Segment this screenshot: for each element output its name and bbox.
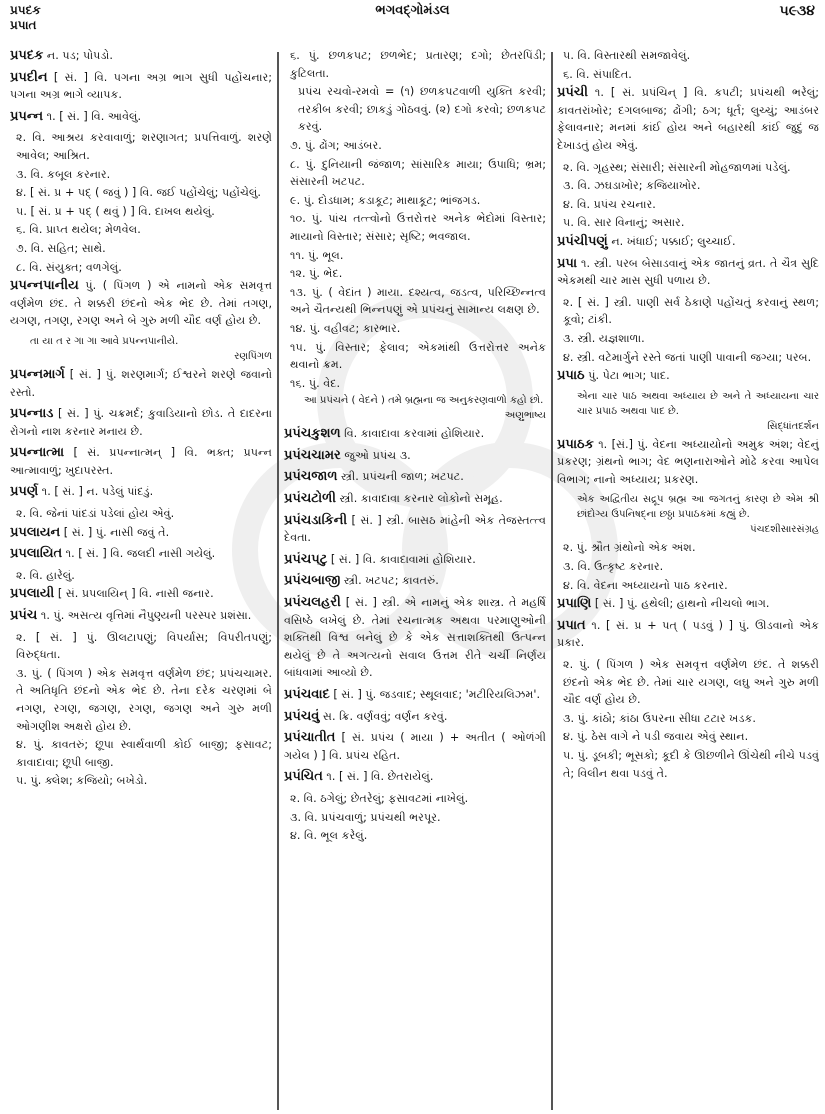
dictionary-entry [557, 255, 819, 290]
entry-sense: ૯. પું. દોડધામ; કડાકૂટ; માથાકૂટ; ભાંજગડ. [290, 193, 481, 207]
entry-sense: ૪. પું. ઠેસ વાગે ને પડી જવાય એવું સ્થાન. [563, 730, 749, 744]
entry-sense: ૪. વિ. પ્રપંચ રચનાર. [563, 197, 656, 211]
entry-sense: ૪. સ્ત્રી. વટેમાર્ગુને રસ્તે જતાં પાણી પાવાની જગ્યા; પરબ. [563, 350, 812, 364]
entry-definition: [ સં. પ્રપલાયિન્ ] વિ. નાસી જનાર. [54, 587, 214, 601]
entry-sense: ૩. પું. કાંઠો; કાંઠા ઉપરના સીધા ટટાર ખડક. [563, 711, 756, 725]
entry-sense: ૩. પું. ( પિંગળ ) એક સમવૃત્ત વર્ણમેળ છંદ; પ્રપંચચામર. તે અતિધૃતિ છંદનો એક ભેદ છે. તેના દરેક ચરણમાં બે નગણ, રગણ, જગણ, રગણ, જગણ અને ગુરુ મળી ઓગણીશ અક્ષરો હોય છે. [16, 666, 272, 733]
entry-headword: પ્રપા [557, 255, 578, 271]
entry-sense: ૨. વિ. હારેલું. [16, 568, 75, 582]
entry-definition: [ સં. ] વિ. પગના અગ્ર ભાગ સુધી પહોંચનાર; પગના અગ્ર ભાગે વ્યાપક. [10, 70, 272, 102]
entry-definition: [ સં. પ્રપન્નાત્મન્ ] વિ. ભક્ત; પ્રપન્ન આત્માવાળું; ખુદાપરસ્ત. [10, 446, 272, 477]
entry-sense: ૫. પું. ડૂબકી; ભૂસકો; કૂદી કે ઊછળીને ઊંચેથી નીચે પડવું તે; વિલીન થવા પડવું તે. [563, 749, 819, 780]
entry-definition: ૧. [ સં. ] વિ. છેતરાયેલું. [322, 770, 434, 784]
entry-headword: પ્રપંચકુશળ [284, 426, 341, 442]
entry-sense: ૧૪. પું. વહીવટ; કારભાર. [290, 321, 401, 335]
entry-sense: ૮. વિ. સંયુક્ત; વળગેલું. [16, 260, 122, 274]
entry-sense: ૫. વિ. વિસ્તારથી સમજાવેલું. [563, 49, 691, 62]
entry-headword: પ્રપલાયિત [10, 546, 63, 562]
entry-definition: સ્ત્રી. પ્રપંચની જાળ; ખટપટ. [337, 470, 464, 484]
entry-sense: ૨. વિ. ગૃહસ્થ; સંસારી; સંસારની મોહજાળમાં પડેલું. [563, 160, 791, 174]
column-1 [10, 47, 272, 1111]
dictionary-entry [284, 686, 546, 704]
entry-definition: વિ. કાવાદાવા કરવામાં હોશિયાર. [340, 427, 485, 441]
entry-sense: ૩. વિ. ઉત્કૃષ્ટ કરનાર. [563, 560, 664, 574]
dictionary-entry [10, 585, 272, 603]
entry-sense: ૧૧. પું. ભૂલ. [290, 248, 344, 262]
entry-definition: ૧. સ્ત્રી. પરબ બેસાડવાનું એક જાતનું વ્રત. તે ચૈત્ર સુદિ એકમથી ચાર માસ સુધી પળાય છે. [557, 256, 819, 288]
dictionary-entry [10, 444, 272, 479]
dictionary-entry [284, 425, 546, 443]
dictionary-entry [10, 47, 272, 65]
entry-definition: [ સં. ] પું. જડવાદ; સ્થૂલવાદ; 'મટીરિયલિઝમ'. [329, 688, 541, 701]
dictionary-entry [557, 233, 819, 251]
entry-headword: પ્રપંચવું [284, 708, 320, 724]
entry-sense: ૪. વિ. વેદના અધ્યાયનો પાઠ કરનાર. [563, 578, 728, 592]
entry-definition: પું. પેટા ભાગ; પાદ. [584, 369, 670, 383]
entry-headword: પ્રપદીન [10, 69, 48, 85]
citation-source: સિદ્ધાંતદર્શન [767, 420, 819, 432]
dictionary-entry [284, 594, 546, 682]
page-header [0, 0, 825, 44]
entry-headword: પ્રપાત [557, 617, 586, 633]
entry-definition: જુઓ પ્રપંચ ૩. [340, 448, 411, 462]
entry-sense: ૨. વિ. આશ્રય કરવાવાળું; શરણાગત; પ્રપત્તિવાળું. શરણે આવેલ; આશ્રિત. [16, 131, 272, 162]
entry-definition: સ્ત્રી. કાવાદાવા કરનાર લોકોનો સમૂહ. [335, 492, 503, 506]
dictionary-title: ભગવદ્‌ગોમંડલ [375, 3, 450, 18]
dictionary-body [0, 47, 825, 1111]
dictionary-entry [284, 551, 546, 569]
entry-headword: પ્રપંચવાદ [284, 687, 330, 702]
entry-definition: સ. ક્રિ. વર્ણવવું; વર્ણન કરવું. [319, 709, 448, 723]
dictionary-entry [284, 768, 546, 786]
entry-headword: પ્રપાઠ [557, 368, 585, 384]
entry-headword: પ્રપદક [10, 48, 44, 63]
entry-definition: સ્ત્રી. ખટપટ; કાવતરું. [340, 574, 439, 588]
entry-definition: ન. પડ; પોપડો. [43, 49, 113, 62]
entry-sense: ૨. વિ. જેનાં પાંદડાં પડેલાં હોય એવું. [16, 507, 175, 521]
entry-definition: [ સં. ] વિ. કાવાદાવામાં હોશિયાર. [327, 552, 476, 566]
entry-sense: ૨. વિ. ઠગેલું; છેતરેલું; ફસાવટમાં નાખેલું. [290, 791, 469, 805]
citation-source: પંચદશીસારસંગ્રહ [750, 524, 819, 536]
entry-sense: ૫. [ સં. પ્ર + પદ્ ( થવું ) ] વિ. દાખલ થયેલું. [16, 204, 215, 218]
idiom-phrase: પ્રપંચ રચવો-રમવો = (૧) છળકપટવાળી યુક્તિ કરવી; તરકીબ કરવી; છાકડું ગોઠવવું. (૨) દગો કરવો; છળકપટ કરવું. [298, 85, 546, 134]
entry-definition: ૧. [ સં. ] વિ. આવેલું. [43, 109, 142, 123]
dictionary-entry [10, 108, 272, 126]
entry-headword: પ્રપર્ણ [10, 484, 39, 500]
entry-sense: ૨. પું. શ્રૌત ગ્રંથોનો એક અંશ. [563, 541, 696, 555]
entry-sense: ૪. વિ. ભૂલ કરેલું. [290, 829, 368, 843]
guide-word-top: પ્રપદક [10, 3, 41, 17]
dictionary-entry [557, 617, 819, 652]
dictionary-entry [10, 277, 272, 330]
dictionary-entry [10, 366, 272, 401]
entry-headword: પ્રપન્નમાર્ગ [10, 366, 65, 382]
entry-sense: ૨. [ સં. ] પું. ઊલટાપણું; વિપર્યાસ; વિપરીતપણું; વિરુદ્ધતા. [16, 630, 272, 662]
entry-headword: પ્રપાણિ [557, 596, 592, 612]
entry-definition: [ સં. ] સ્ત્રી. બાસઠ માંહેની એક તેજસ્તત્ત્વ દેવતા. [284, 513, 546, 545]
entry-definition: [ સં. પ્રપંચ ( માયા ) + અતીત ( ઓળંગી ગયેલ ) ] વિ. પ્રપંચ રહિત. [284, 731, 546, 762]
entry-definition: ૧. [ સં. પ્રપંચિન્ ] વિ. કપટી; પ્રપંચથી ભરેલું; કાવતરાંખોર; દગલબાજ; ઢોંગી; ઠગ; ધૂર્ત; લુચ્ચું; આડંબર ફેલાવનાર; મનમાં કાંઈ હોય અને બહારથી કાંઈ જુદું જ દેખાડતું હોય એવું. [557, 86, 819, 152]
column-3 [557, 47, 819, 1111]
entry-definition: ૧. [ સં. ] વિ. જલદી નાસી ગયેલું. [62, 547, 216, 561]
entry-sense: ૫. પું. ક્લેશ; કજિયો; બખેડો. [16, 774, 148, 788]
column-2 [284, 47, 546, 1111]
dictionary-entry [284, 468, 546, 486]
citation-source: રણપિંગળ [234, 350, 272, 362]
entry-sense: ૫. વિ. સાર વિનાનું; અસાર. [563, 216, 685, 230]
citation-quote: એના ચાર પાઠ અથવા અધ્યાય છે અને તે અધ્યાયના ચાર ચાર પ્રપાઠ અથવા પાદ છે. [577, 390, 819, 417]
entry-headword: પ્રપન્ન [10, 108, 44, 124]
dictionary-entry [10, 607, 272, 625]
dictionary-entry [10, 524, 272, 542]
guide-word-bottom: પ્રપાત [10, 18, 37, 32]
dictionary-entry [284, 447, 546, 465]
citation-quote: એક અદ્વિતીય સદ્રૂપ બ્રહ્મ આ જગતનું કારણ છે એમ શ્રી છાંદોગ્ય ઉપનિષદ્‌ના છઠ્ઠા પ્રપાઠકમાં કહ્યું છે. [577, 494, 819, 521]
entry-sense: ૬. પું. છળકપટ; છળભેદ; પ્રતારણ; દગો; છેતરપિંડી; કુટિલતા. [290, 49, 546, 80]
citation-quote: આ પ્રપંચને ( વેદને ) તમે બ્રહ્મના જ અનુકરણવાળો કહો છો. [304, 395, 544, 407]
entry-headword: પ્રપંચ [10, 608, 38, 624]
entry-sense: ૩. વિ. પ્રપંચવાળું; પ્રપંચથી ભરપૂર. [290, 810, 441, 824]
entry-sense: ૬. વિ. સંપાદિત. [563, 67, 632, 81]
entry-headword: પ્રપંચી [557, 85, 588, 101]
entry-headword: પ્રપંચાતીત [284, 730, 336, 746]
entry-sense: ૧૦. પું. પાંચ તત્ત્વોનો ઉત્તરોત્તર અનેક ભેદોમાં વિસ્તાર; માયાનો વિસ્તાર; સંસાર; સૃષ્ટિ; ભવજાલ. [290, 212, 546, 243]
entry-definition: [ સં. ] પું. શરણમાર્ગ; ઈશ્વરને શરણે જવાનો રસ્તો. [10, 367, 272, 399]
entry-definition: પું. ( પિંગળ ) એ નામનો એક સમવૃત્ત વર્ણમેળ છંદ. તે શક્કરી છંદનો એક ભેદ છે. તેમાં તગણ, યગણ, તગણ, રગણ અને બે ગુરુ મળી ચૌદ વર્ણ હોય છે. [10, 279, 272, 328]
entry-sense: ૨. પું. ( પિંગળ ) એક સમવૃત્ત વર્ણમેળ છંદ. તે શક્કરી છંદનો એક ભેદ છે. તેમાં ચાર યગણ, લઘુ અને ગુરુ મળી ચૌદ વર્ણ હોય છે. [563, 658, 819, 707]
entry-headword: પ્રપંચબાજી [284, 573, 341, 589]
entry-definition: [ સં. ] પું. હથેલી; હાથનો નીચલો ભાગ. [591, 597, 770, 611]
entry-definition: ૧. [ સં. પ્ર + પત્ ( પડવું ) ] પું. ઊડવાનો એક પ્રકાર. [557, 618, 819, 650]
entry-sense: ૧૫. પું. વિસ્તાર; ફેલાવ; એકમાંથી ઉત્તરોત્તર અનેક થવાનો ક્રમ. [290, 340, 546, 372]
entry-sense: ૨. [ સં. ] સ્ત્રી. પાણી સર્વ ઠેકાણે પહોંચતું કરવાનું સ્થળ; કૂવો; ટાંકી. [563, 295, 819, 327]
citation-source: અણુભાષ્ય [504, 410, 546, 422]
entry-sense: ૧૩. પું. ( વેદાંત ) માયા. દશ્યત્વ, જડત્વ, પરિચ્છિન્નત્વ અને ચૈતન્યથી ભિન્નપણું એ પ્રપંચનું સામાન્ય લક્ષણ છે. [290, 285, 546, 317]
entry-headword: પ્રપંચિત [284, 769, 323, 785]
entry-headword: પ્રપલાયી [10, 586, 55, 602]
entry-headword: પ્રપંચીપણું [557, 233, 608, 249]
entry-sense: ૩. વિ. કબૂલ કરનાર. [16, 167, 111, 181]
dictionary-entry [557, 367, 819, 385]
entry-sense: ૮. પું. દુનિયાની જંજાળ; સાંસારિક માયા; ઉપાધિ; ભ્રમ; સંસારની ખટપટ. [290, 157, 546, 189]
dictionary-entry [557, 595, 819, 613]
citation-quote: તા યા ત ર ગા ગા આવે પ્રપન્નપાનીયે. [30, 335, 179, 347]
entry-headword: પ્રપલાયન [10, 524, 61, 540]
entry-headword: પ્રપન્નાડ [10, 406, 54, 422]
dictionary-entry [284, 490, 546, 508]
entry-sense: ૪. પું. કાવતરું; છૂપા સ્વાર્થવાળી કોઈ બાજી; ફસાવટ; કાવાદાવા; છૂપી બાજી. [16, 738, 272, 769]
entry-definition: ૧. [ સં. ] ન. પડેલું પાંદડું. [38, 485, 154, 499]
dictionary-entry [557, 84, 819, 154]
entry-sense: ૪. [ સં. પ્ર + પદ્ ( જવું ) ] વિ. જઈ પહોંચેલું; પહોંચેલું. [16, 186, 261, 200]
entry-sense: ૭. પું. ઢોંગ; આડંબર. [290, 138, 382, 152]
dictionary-entry [10, 483, 272, 501]
dictionary-entry [284, 512, 546, 547]
entry-headword: પ્રપંચડાકિની [284, 512, 348, 528]
entry-sense: ૧૨. પું. ભેદ. [290, 267, 343, 281]
entry-definition: ન. ખંધાઈ; પક્કાઈ; લુચ્ચાઈ. [607, 234, 736, 248]
dictionary-entry [284, 572, 546, 590]
entry-definition: [ સં. ] પું. નાસી જવું તે. [60, 525, 170, 539]
dictionary-entry [10, 405, 272, 440]
entry-headword: પ્રપંચટોળી [284, 491, 336, 507]
entry-definition: ૧. પું. અસત્ય વૃત્તિમાં નૈપુણ્યની પરસ્પર પ્રશંસા. [37, 609, 252, 623]
entry-definition: [ સં. ] પું. ચક્રમર્દ; કુવાડિયાનો છોડ. તે દાદરના રોગનો નાશ કરનાર મનાય છે. [10, 407, 272, 438]
entry-headword: પ્રપાઠક [557, 436, 594, 452]
entry-headword: પ્રપંચજાળ [284, 469, 338, 485]
entry-sense: ૧૬. પું. વેદ. [290, 376, 341, 390]
dictionary-entry [284, 729, 546, 764]
dictionary-entry [10, 69, 272, 104]
dictionary-entry [10, 545, 272, 563]
dictionary-entry [557, 436, 819, 489]
entry-sense: ૭. વિ. સહિત; સાથે. [16, 241, 106, 255]
entry-sense: ૬. વિ. પ્રાપ્ત થયેલ; મેળવેલ. [16, 223, 141, 237]
dictionary-entry [284, 708, 546, 726]
entry-sense: ૩. વિ. ઝઘડાખોર; કજિયાખોર. [563, 179, 701, 193]
entry-definition: ૧. [સં.] પું. વેદના અધ્યાયોનો અમુક અંશ; વેદનું પ્રકરણ; ગ્રંથનો ભાગ; વેદ ભણનારાઓને મોઢે કરવા આપેલ વિભાગ; નાનો અધ્યાય; પ્રકરણ. [557, 437, 819, 486]
entry-headword: પ્રપંચપટુ [284, 551, 328, 567]
entry-headword: પ્રપંચલહરી [284, 595, 341, 611]
page-number: ૫૯૩૪ [779, 3, 815, 19]
entry-sense: ૩. સ્ત્રી. યજ્ઞશાળા. [563, 331, 645, 345]
entry-headword: પ્રપંચચામર [284, 447, 341, 463]
entry-headword: પ્રપન્નાત્મા [10, 445, 65, 461]
entry-headword: પ્રપન્નપાનીય [10, 278, 79, 294]
entry-definition: [ સં. ] સ્ત્રી. એ નામનું એક શાસ્ત્ર. તે મહર્ષિ વસિષ્ઠે લખેલું છે. તેમાં રચનાત્મક અથવા પરમાણુઓની શક્તિથી વિશ્વ બનેલું છે કે એક સત્તાશક્તિથી ઉત્પન્ન થયેલું છે તે અગત્યનો સવાલ ઉત્તમ રીતે ચર્ચી નિર્ણય બાંધવામાં આવ્યો છે. [284, 596, 546, 680]
